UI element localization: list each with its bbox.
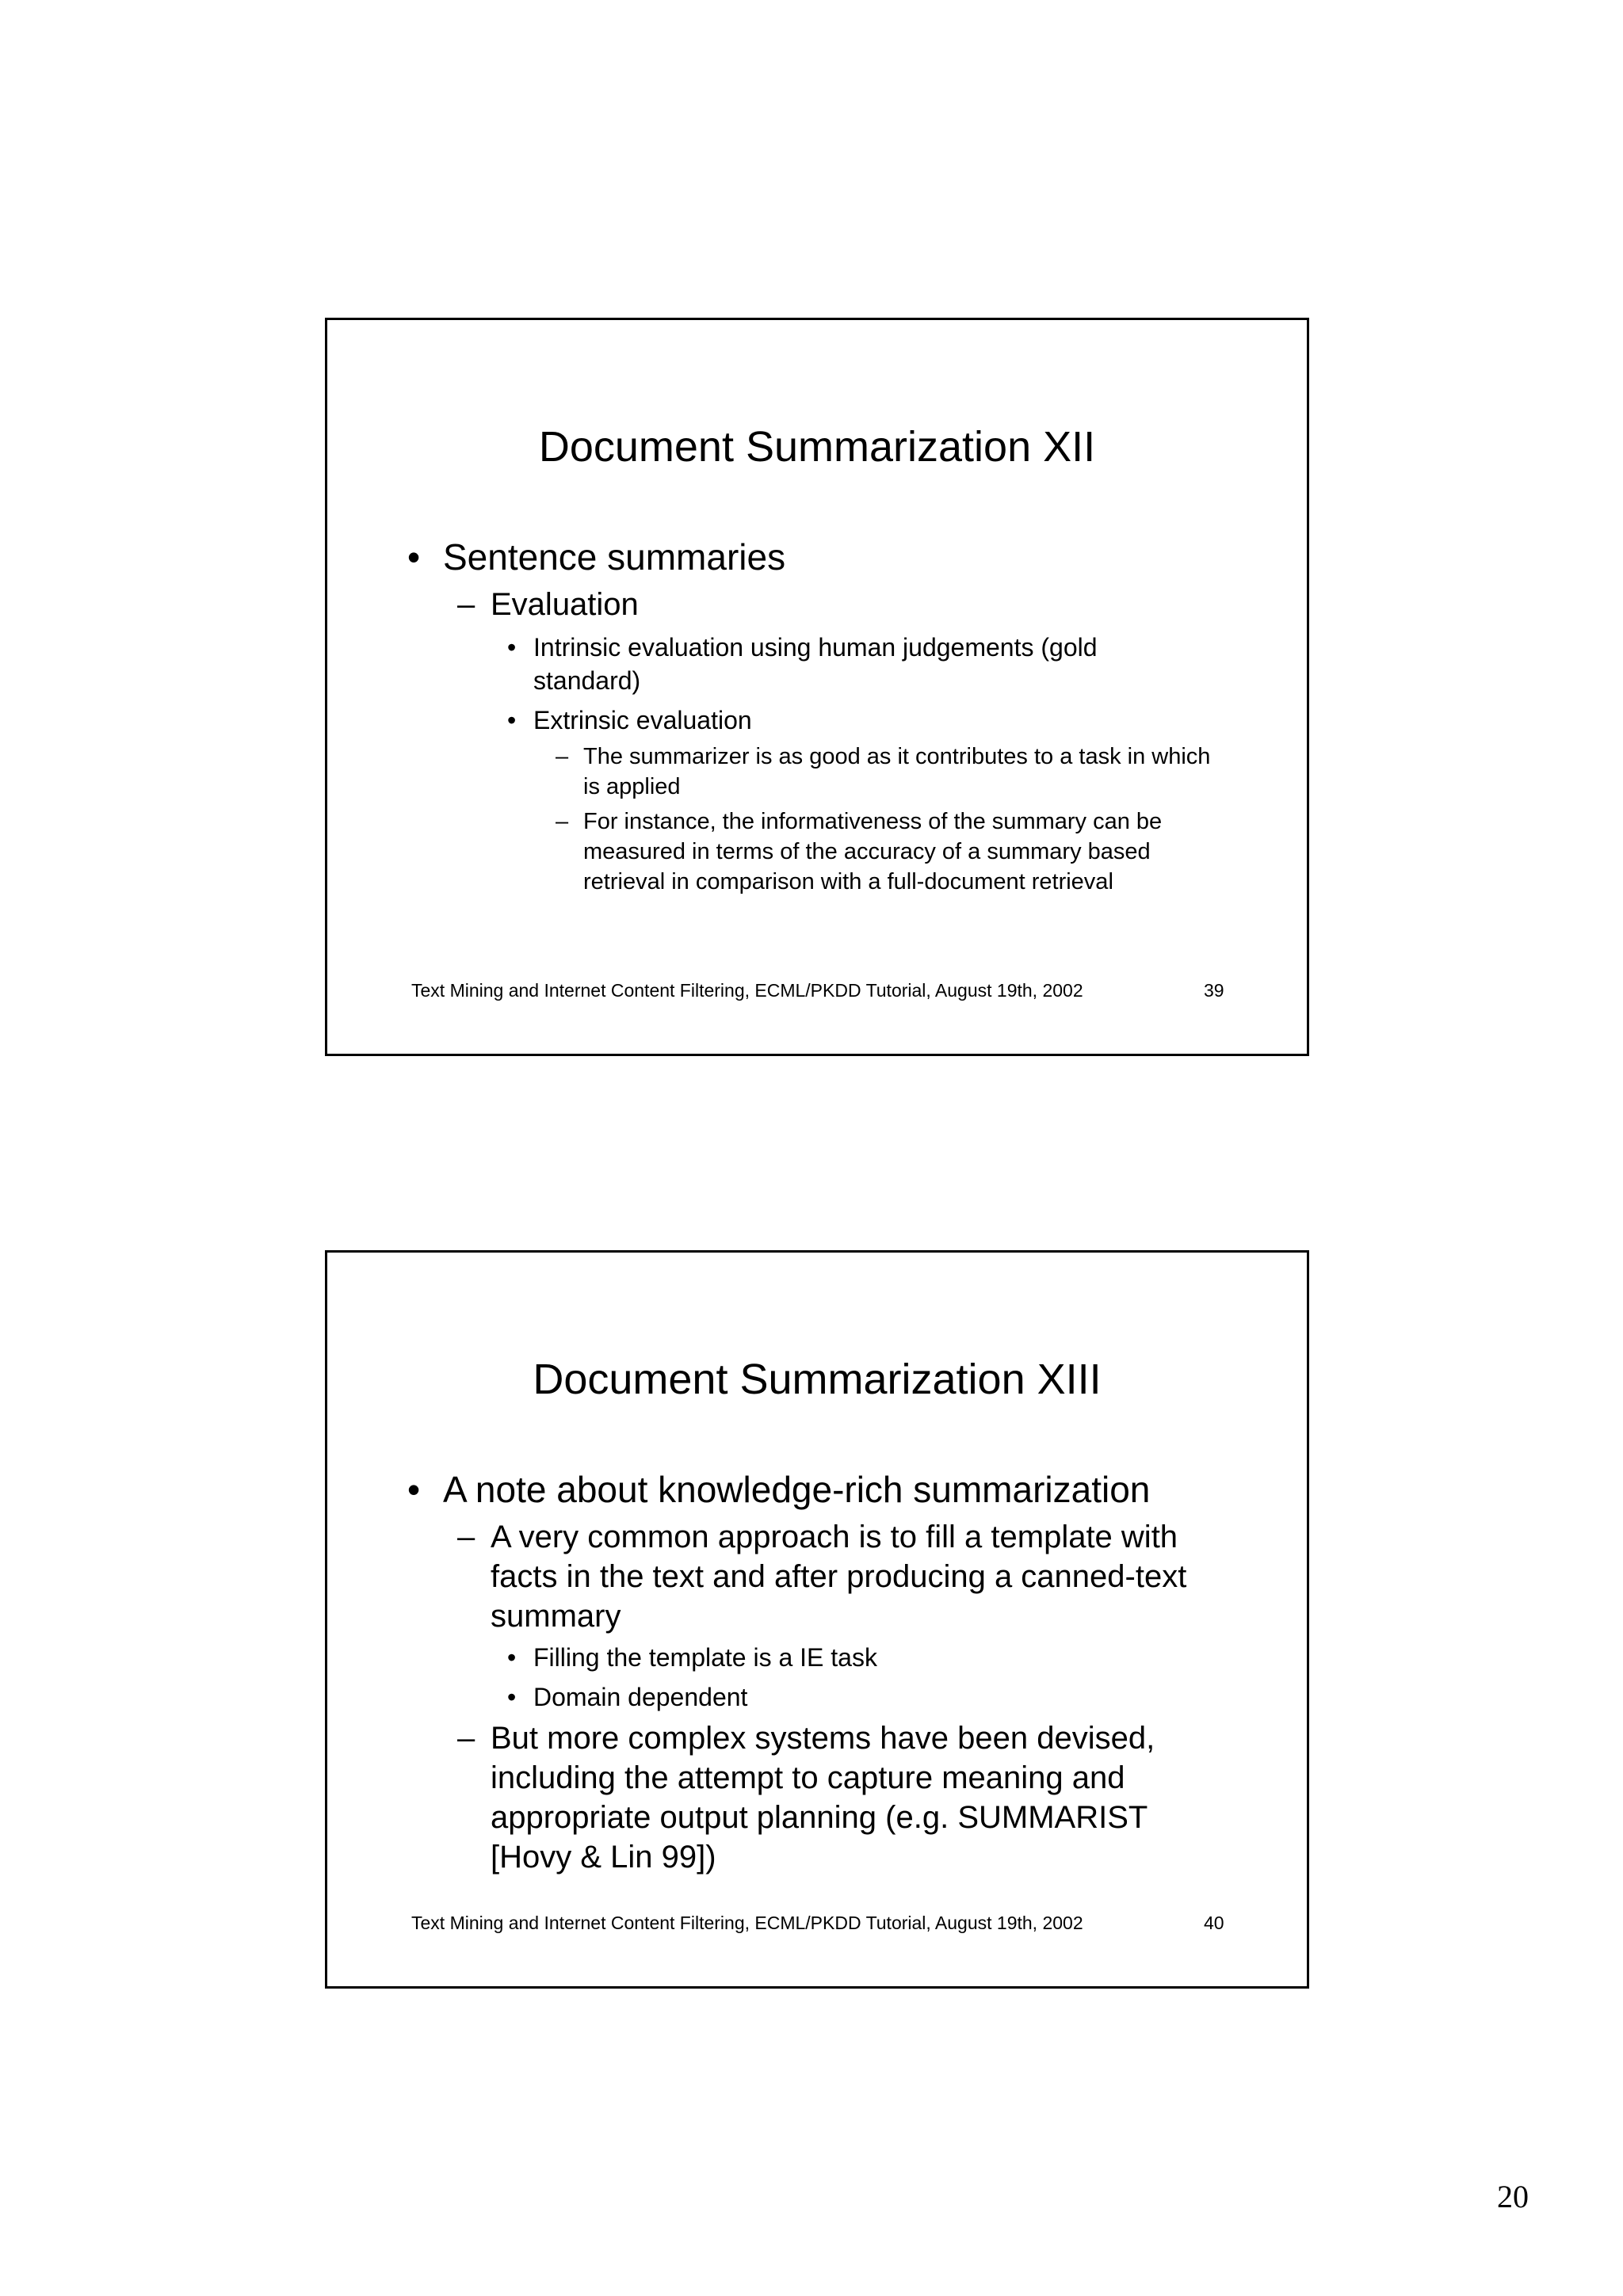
slide-title: Document Summarization XII (538, 423, 1096, 471)
bullet-text: But more complex systems have been devised, including the attempt to capture meaning and appropriate output planning (e.g. SUMMARIST [Hovy & Lin 99]) (491, 1721, 1155, 1875)
slide-40 (325, 1250, 1309, 1989)
bullet-marker: – (457, 1721, 475, 1756)
bullet-item (407, 1466, 1235, 1512)
slide-number: 39 (1204, 980, 1224, 1001)
bullet-marker: • (507, 706, 517, 734)
bullet-marker: – (457, 587, 475, 622)
bullet-marker: • (407, 536, 421, 578)
bullet-item (407, 534, 1235, 580)
bullet-item (507, 1641, 1183, 1674)
slide-body (327, 1466, 1307, 1877)
bullet-text: Domain dependent (533, 1683, 748, 1711)
bullet-item (507, 704, 1183, 737)
slide-39 (325, 318, 1309, 1056)
bullet-item (556, 807, 1233, 897)
slide-title: Document Summarization XIII (533, 1356, 1102, 1403)
bullet-text: Extrinsic evaluation (533, 706, 752, 734)
bullet-marker: – (556, 744, 569, 769)
bullet-marker: – (457, 1520, 475, 1554)
bullet-item (507, 631, 1183, 697)
slide-footer: Text Mining and Internet Content Filtering, ECML/PKDD Tutorial, August 19th, 2002 (411, 1913, 1083, 1933)
bullet-marker: • (507, 1643, 517, 1672)
bullet-text: Sentence summaries (443, 536, 786, 578)
bullet-item (457, 585, 1251, 624)
bullet-text: Intrinsic evaluation using human judgements (gold standard) (533, 633, 1098, 695)
page-number: 20 (1497, 2179, 1529, 2214)
bullet-marker: • (507, 633, 517, 662)
bullet-item (457, 1517, 1220, 1636)
slide-body (327, 534, 1307, 897)
slide-number: 40 (1204, 1913, 1224, 1933)
slide-footer: Text Mining and Internet Content Filtering, ECML/PKDD Tutorial, August 19th, 2002 (411, 980, 1083, 1001)
bullet-item (556, 742, 1233, 802)
bullet-text: For instance, the informativeness of the summary can be measured in terms of the accuracy of a summary based retrieval in comparison with a full-document retrieval (583, 809, 1163, 894)
bullet-marker: – (556, 809, 569, 834)
bullet-text: The summarizer is as good as it contributes to a task in which is applied (583, 744, 1211, 799)
bullet-marker: • (407, 1469, 421, 1510)
bullet-text: A very common approach is to fill a template with facts in the text and after producing a canned-text summary (491, 1520, 1187, 1634)
bullet-item (457, 1718, 1188, 1877)
bullet-text: Evaluation (491, 587, 639, 622)
bullet-text: A note about knowledge-rich summarization (443, 1469, 1151, 1510)
bullet-item (507, 1680, 1183, 1714)
bullet-text: Filling the template is a IE task (533, 1643, 877, 1672)
bullet-marker: • (507, 1683, 517, 1711)
